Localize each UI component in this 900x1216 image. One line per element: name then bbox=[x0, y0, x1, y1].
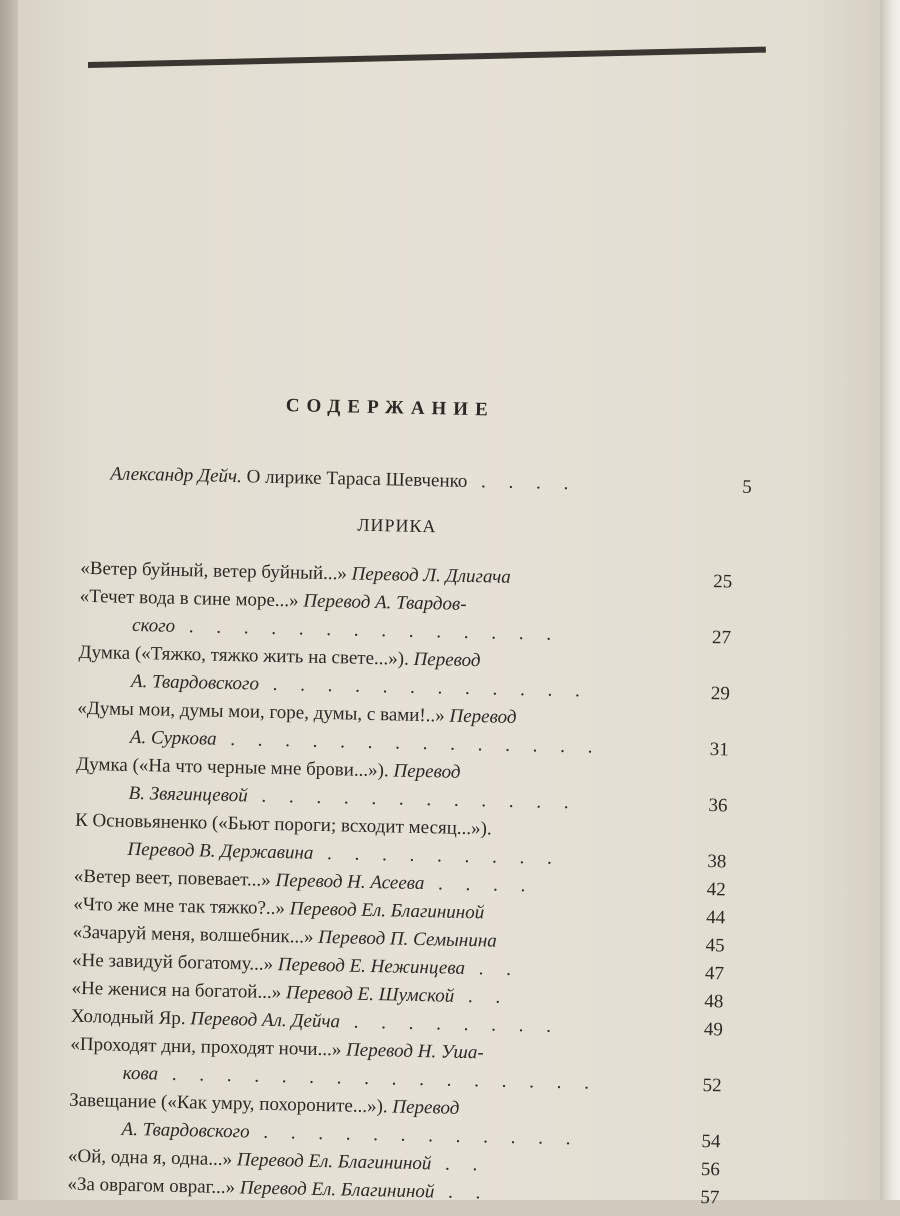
page-number: 38 bbox=[707, 851, 727, 873]
leader-dots: . . bbox=[464, 957, 521, 981]
leader-dots: . . . . . . . . . . . . . . . . bbox=[157, 1063, 599, 1094]
page-number: 25 bbox=[712, 571, 733, 593]
entry-translator: Перевод Н. Уша- bbox=[341, 1039, 484, 1064]
entry-title: «Ветер веет, повевает...» bbox=[73, 865, 271, 891]
entry-title: Думка («На что черные мне брови...»). bbox=[76, 753, 389, 782]
entry-title: К Основьяненко («Бьют пороги; всходит месяц...»). bbox=[74, 809, 492, 840]
page-number: 48 bbox=[704, 991, 724, 1013]
entry-translator: ского bbox=[131, 614, 176, 637]
section-title: ЛИРИКА bbox=[357, 514, 437, 537]
entry-translator: Перевод Л. Длигача bbox=[346, 563, 511, 588]
entry-translator: Перевод Ел. Благининой bbox=[284, 898, 485, 924]
entry-title: «Не завидуй богатому...» bbox=[71, 949, 274, 975]
leader-dots: . . . . . . . . . . . . bbox=[258, 673, 590, 702]
leader-dots: . . bbox=[431, 1153, 487, 1176]
entry-translator: А. Суркова bbox=[129, 726, 217, 750]
intro-dots: . . . . bbox=[467, 470, 578, 495]
leader-dots: . . bbox=[454, 985, 510, 1008]
intro-title: О лирике Тараса Шевченко bbox=[241, 466, 468, 492]
page-number: 29 bbox=[710, 683, 731, 705]
leader-dots: . . . . bbox=[424, 873, 535, 897]
contents-heading: СОДЕРЖАНИЕ bbox=[285, 395, 495, 421]
entry-translator: Перевод В. Державина bbox=[127, 838, 314, 864]
entry-translator: А. Твардовского bbox=[130, 670, 260, 695]
entry-translator: Перевод Е. Шумской bbox=[280, 982, 455, 1007]
page-number: 42 bbox=[706, 879, 726, 901]
page-number: 56 bbox=[700, 1158, 721, 1181]
leader-dots: . . . . . . . . . . . . bbox=[249, 1121, 580, 1150]
entry-title: «Не женися на богатой...» bbox=[71, 977, 282, 1004]
page-number: 54 bbox=[701, 1130, 721, 1153]
entry-translator: кова bbox=[122, 1062, 159, 1085]
entry-translator: Перевод bbox=[444, 705, 517, 729]
leader-dots: . . . . . . . . bbox=[339, 1011, 561, 1037]
entry-translator: Перевод bbox=[387, 1096, 460, 1119]
page-number: 52 bbox=[702, 1074, 722, 1097]
intro-entry bbox=[110, 463, 760, 499]
entry-title: Завещание («Как умру, похороните...»). bbox=[68, 1089, 388, 1118]
entry-translator: Перевод Ел. Благининой bbox=[231, 1149, 432, 1175]
toc-list bbox=[67, 555, 760, 1213]
entry-title: «Зачаруй меня, волшебник...» bbox=[72, 921, 314, 948]
page-number: 45 bbox=[705, 935, 725, 957]
entry-translator: Перевод Е. Нежинцева bbox=[272, 953, 466, 979]
entry-title: «Течет вода в сине море...» bbox=[79, 585, 299, 612]
page-number: 49 bbox=[703, 1019, 724, 1041]
intro-page-number: 5 bbox=[741, 476, 752, 498]
entry-title: «Что же мне так тяжко?..» bbox=[73, 893, 286, 920]
leader-dots: . . bbox=[434, 1181, 490, 1204]
page-number: 44 bbox=[705, 907, 726, 929]
entry-title: «Проходят дни, проходят ночи...» bbox=[70, 1033, 342, 1061]
entry-translator: Перевод bbox=[388, 760, 461, 783]
entry-translator: А. Твардовского bbox=[121, 1118, 250, 1143]
page-number: 31 bbox=[709, 739, 729, 761]
entry-title: Думка («Тяжко, тяжко жить на свете...»). bbox=[78, 641, 410, 670]
page-number: 57 bbox=[700, 1186, 720, 1209]
entry-title: «Ой, одна я, одна...» bbox=[67, 1145, 233, 1171]
entry-title: «За оврагом овраг...» bbox=[67, 1173, 236, 1199]
entry-title: Холодный Яр. bbox=[70, 1005, 186, 1030]
page-number: 47 bbox=[704, 963, 725, 985]
intro-author: Александр Дейч. bbox=[110, 463, 243, 488]
entry-translator: Перевод Ал. Дейча bbox=[185, 1008, 341, 1033]
page-number: 27 bbox=[711, 627, 732, 649]
entry-translator: Перевод А. Твардов- bbox=[298, 590, 467, 615]
entry-translator: Перевод П. Семынина bbox=[313, 926, 497, 952]
entry-translator: В. Звягинцевой bbox=[128, 782, 248, 807]
entry-translator: Перевод Н. Асеева bbox=[270, 869, 425, 895]
leader-dots: . . . . . . . . . . . . . . bbox=[174, 615, 561, 645]
page-number: 36 bbox=[708, 795, 728, 817]
entry-title: «Думы мои, думы мои, горе, думы, с вами!..» bbox=[77, 697, 445, 727]
leader-dots: . . . . . . . . . . . . . . bbox=[216, 728, 602, 758]
leader-dots: . . . . . . . . . . . . bbox=[247, 785, 578, 814]
entry-translator: Перевод bbox=[408, 648, 481, 672]
leader-dots: . . . . . . . . . bbox=[313, 842, 562, 869]
entry-translator: Перевод Ел. Благининой bbox=[234, 1177, 435, 1203]
entry-title: «Ветер буйный, ветер буйный...» bbox=[80, 557, 348, 585]
